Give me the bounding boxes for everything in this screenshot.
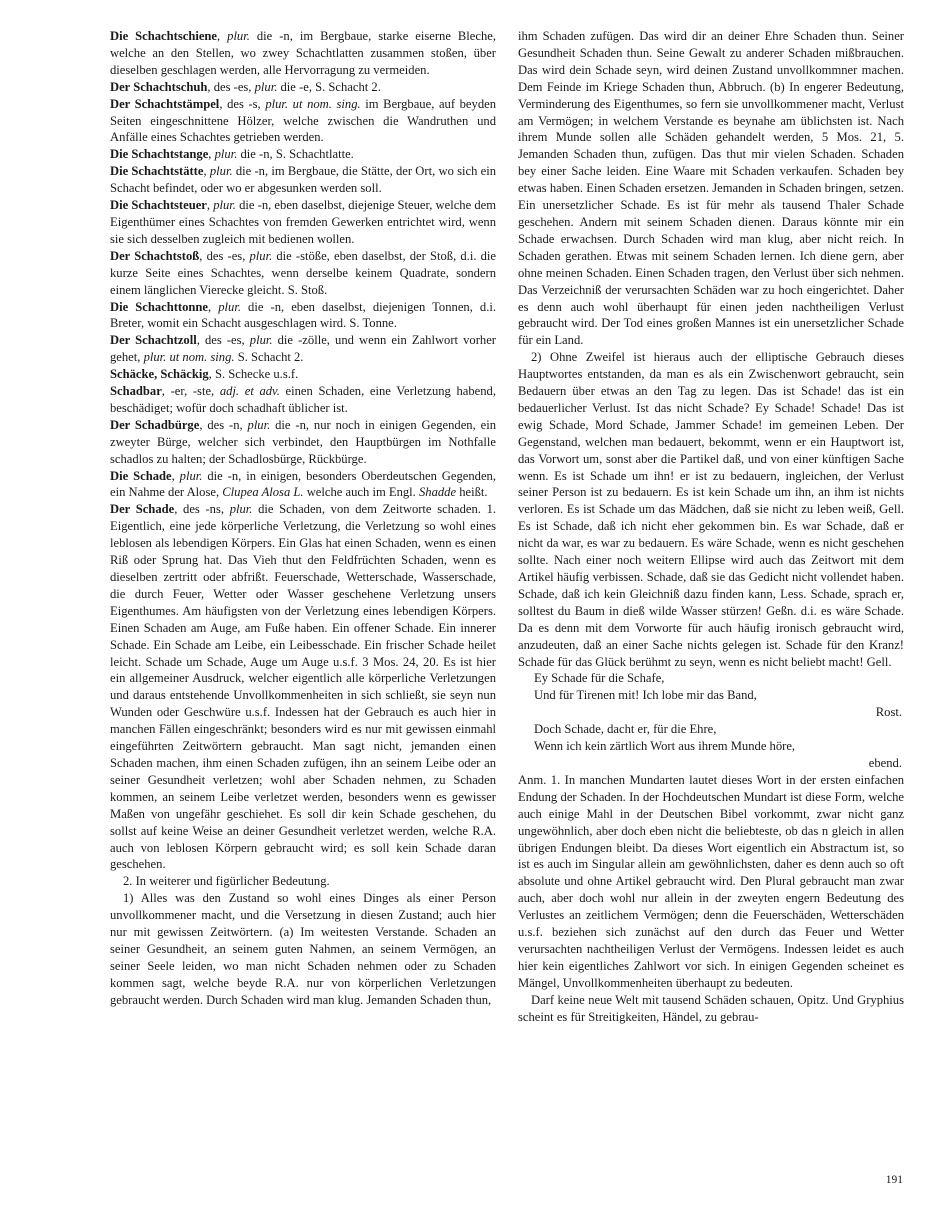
text-run: Und für Tirenen mit! Ich lobe mir das Band, xyxy=(534,688,757,703)
paragraph xyxy=(518,992,904,1026)
italic-text: plur. xyxy=(227,29,250,43)
text-run: einen Schaden, eine Verletzung habend, beschädiget; wofür doch schadhaft üblicher ist. xyxy=(110,384,496,415)
page-number: 191 xyxy=(885,1174,903,1186)
text-run: Ey Schade für die Schafe, xyxy=(534,671,665,686)
text-run: , xyxy=(217,29,228,43)
paragraph xyxy=(110,873,496,890)
text-run: heißt. xyxy=(456,485,488,500)
dictionary-entry xyxy=(110,79,496,96)
dictionary-entry xyxy=(110,366,496,383)
dictionary-entry xyxy=(110,146,496,163)
italic-text: plur. xyxy=(249,248,273,263)
paragraph xyxy=(518,772,904,992)
italic-text: Clupea Alosa L. xyxy=(222,485,304,500)
headword: Die Schade xyxy=(110,468,172,483)
text-run: 2. In weiterer und figürlicher Bedeutung. xyxy=(123,874,330,889)
headword: Der Schachtstoß xyxy=(110,248,200,263)
text-run: welche auch im Engl. xyxy=(303,485,419,500)
dictionary-entry xyxy=(110,163,496,197)
text-run: , des -es, xyxy=(196,333,250,348)
dictionary-entry xyxy=(110,299,496,333)
text-run: , des -es, xyxy=(207,79,255,94)
text-run: , S. Schecke u.s.f. xyxy=(208,367,299,382)
text-run: die -n, eben daselbst, diejenige Steuer, welche dem Eigenthümer eines Schachtes von fremden Gewerken entrichtet wird, wenn sie sich desselben zugleich mit bedienen wollen. xyxy=(110,198,497,246)
text-run: die -n, nur noch in einigen Gegenden, ein zweyter Bürge, welcher sich verbindet, den Hauptbürgen im Nothfalle schadlos zu halten; der Schadlosbürge, Rückbürge. xyxy=(110,417,496,466)
text-run: , des -s, xyxy=(219,96,266,111)
text-run: im Bergbaue, auf beyden Seiten eingeschnittene Hölzer, welche zwischen die Wandruthen und Anfälle eines Schachtes getrieben werden. xyxy=(110,96,496,145)
text-run: Darf keine neue Welt mit tausend Schäden schauen, Opitz. Und Gryphius scheint es für Streitigkeiten, Händel, zu gebrau- xyxy=(518,992,904,1024)
text-run: die -n, im Bergbaue, starke eiserne Bleche, welche an den Stellen, wo zwey Schachtlatten zusammen stoßen, über dieselben geschlagen werden, alle Hervorragung zu vermeiden. xyxy=(110,29,496,77)
text-run: 1) Alles was den Zustand so wohl eines Dinges als einer Person unvollkommener macht, und die Versetzung in diesen Zustand; auch hier nur mit gewissen Zeitwörtern. (a) Im weitesten Verstande. Schaden an seiner Gesundheit, an seinem guten Nahmen, an seinem Vermögen, an seiner Seele leiden, wo man nicht Schaden nehmen oder zu Schaden kommen sagt, welche beyde R.A. nur von körperlichen Verletzungen gebraucht werden. Durch Schaden wird man klug. Jemanden Schaden thun, xyxy=(110,891,496,1007)
verse-line xyxy=(518,670,904,687)
dictionary-entry xyxy=(110,96,496,147)
headword: Der Schachtzoll xyxy=(110,333,197,348)
dictionary-entry xyxy=(110,468,496,502)
headword: Der Schadbürge xyxy=(110,417,200,432)
dictionary-entry xyxy=(110,332,496,366)
paragraph xyxy=(518,349,904,670)
text-run: die -e, S. Schacht 2. xyxy=(277,79,381,94)
dictionary-entry xyxy=(110,417,496,468)
italic-text: plur. xyxy=(229,502,253,517)
italic-text: plur. ut nom. sing. xyxy=(143,350,235,365)
text-run: ebend. xyxy=(868,755,902,770)
left-column xyxy=(110,28,496,1009)
headword: Die Schachttonne xyxy=(110,299,209,314)
text-run: die Schaden, von dem Zeitworte schaden. 1. Eigentlich, eine jede körperliche Verletzung, die Verletzung so wohl eines leblosen als lebendigen Körpers. Ein Glas hat einen Schaden, wenn es einen Riß oder Sprung hat. Das Vieh thut den Feldfrüchten Schaden, wenn es dieselben zertritt oder abfrißt. Feuerschade, Wetterschade, Wasserschade, die durch Feuer, Wetter oder Wasser geschehene Verletzung unsers Eigenthumes. Am häufigsten von der Verletzung eines lebendigen Körpers. Einen Schaden am Auge, am Fuße haben. Ein offener Schade. Ein innerer Schade. Ein Schade am Leibe, ein Leibesschade. Ein frischer Schade heilet leicht. Schade um Schade, Auge um Auge u.s.f. 3 Mos. 24, 20. Es ist hier ein allgemeiner Ausdruck, welcher eigentlich alle körperliche Verletzungen und daraus entstehende Unvollkommenheiten in sich schließt, sie seyn nun Wunden oder Geschwüre u.s.f. Indessen hat der Gebrauch es auch hier in manchen Fällen eingeschränkt; besonders wird es nur mit gewissen einmahl eingeführten Zeitwörtern gebraucht. Man sagt nicht, jemanden einen Schaden machen, ihm einen Schaden zufügen, ihn an seinem Leibe oder an seiner Gesundheit verletzen; wohl aber Schaden nehmen, zu Schaden kommen, an seinem Leibe verletzet werden, besonders wenn es gewisser Maßen von ungefähr geschiehet. Es soll dir kein Schade geschehen, du sollst auf keine Weise an deiner Gesundheit verletzet werden, welche R.A. auch von leblosen Körpern gebraucht wird; es soll kein Schade daran geschehen. xyxy=(110,502,497,872)
italic-text: plur. xyxy=(214,147,238,162)
headword: Der Schachtstämpel xyxy=(110,96,220,111)
text-run: Rost. xyxy=(875,705,902,720)
text-run: Wenn ich kein zärtlich Wort aus ihrem Munde höre, xyxy=(534,739,796,754)
headword: Der Schachtschuh xyxy=(110,79,208,94)
citation xyxy=(518,704,904,721)
text-run: Anm. 1. In manchen Mundarten lautet dieses Wort in der ersten einfachen Endung der Schaden. In der Hochdeutschen Mundart ist diese Form, welche auch einige Mahl in der Deutschen Bibel vorkommt, zwar nicht ganz ungewöhnlich, aber doch eben nicht die beliebteste, ob das n gleich in allen übrigen Endungen bleibt. Da dieses Wort eigentlich ein Abstractum ist, so ist es auch im Singular allein am gewöhnlichsten, daher es denn auch so oft absolute und ohne Artikel gebraucht wird. Den Plural gebraucht man zwar auch, aber doch wohl nur allein in der zweyten engern Bedeutung des Verlustes an zeitlichem Vermögen; denn die Feuerschäden, Wetterschäden u.s.f. beziehen sich zunächst auf den durch das Feuer und Wetter verursachten nachtheiligen Verlust der Vermögens. Indessen leidet es auch hier kein eigentliches Zahlwort vor sich. In einigen Gegenden scheinet es Mängel, Unvollkommenheiten überhaupt zu bedeuten. xyxy=(518,772,904,990)
italic-text: plur. xyxy=(254,79,278,94)
italic-text: plur. xyxy=(247,417,271,432)
text-run: die -n, S. Schachtlatte. xyxy=(237,147,354,162)
verse-line xyxy=(518,687,904,704)
headword: Die Schachtschiene xyxy=(110,29,218,43)
headword: Die Schachtstange xyxy=(110,147,209,162)
text-run: ihm Schaden zufügen. Das wird dir an deiner Ehre Schaden thun. Seiner Gesundheit Schaden thun. Seine Gewalt zu anderer Schaden mißbrauchen. Das wird dein Schade seyn, wird deinen Zustand unvollkommner machen. Dem Feinde im Kriege Schaden thun, Abbruch. (b) In engerer Bedeutung, Verminderung des Eigenthumes, so fern sie unvollkommener macht, Verlust am Vermögen; in welchem Verstande es beynahe am üblichsten ist. Nach ihrem Munde sollen alle Schäden gehandelt werden, 5 Mos. 21, 5. Jemanden Schaden thun, zufügen. Das thut mir vielen Schaden. Schaden bey einer Sache leiden. Eine Waare mit Schaden verkaufen. Schaden bey etwas haben. Einen Schaden ersetzen. Jemanden in Schaden bringen, setzen. Ein unersetzlicher Schade. Es ist für mehr als tausend Thaler Schade geschehen. Andern mit seinem Schaden dienen. Daraus könnte mir ein Schade erwachsen. Durch Schaden wird man klug, aber nicht reich. In Schaden gerathen. Etwas mit seinem Schaden lernen. Ich diene gern, aber ohne meinen Schaden. Einen Schaden tragen, den Verlust über sich nehmen. Das Verzeichniß der verursachten Schäden war zu hoch eingerichtet. Daher es denn auch wohl überhaupt für einen jeden nachtheiligen Verlust gebraucht wird. Der Tod eines großen Mannes ist ein unersetzlicher Schade für ein Land. xyxy=(518,29,904,348)
text-run: , -er, -ste, xyxy=(161,384,220,399)
headword: Schadbar xyxy=(110,384,162,399)
verse-line xyxy=(518,738,904,755)
text-run: die -zölle, und wenn ein Zahlwort vorher gehet, xyxy=(110,333,496,365)
text-run: , des -ns, xyxy=(174,502,230,517)
dictionary-entry xyxy=(110,501,496,873)
italic-text: plur. xyxy=(209,164,233,179)
italic-text: plur. ut nom. sing. xyxy=(265,96,361,111)
text-run: die -n, in einigen, besonders Oberdeutschen Gegenden, ein Nahme der Alose, xyxy=(110,468,497,500)
text-run: S. Schacht 2. xyxy=(234,350,304,365)
headword: Der Schade xyxy=(110,502,175,517)
paragraph xyxy=(110,890,496,1008)
dictionary-entry xyxy=(110,197,496,248)
text-run: die -n, eben daselbst, diejenigen Tonnen, d.i. Breter, womit ein Schacht ausgeschlagen wird. S. Tonne. xyxy=(110,299,497,331)
text-run: Doch Schade, dacht er, für die Ehre, xyxy=(534,722,717,737)
headword: Die Schachtstätte xyxy=(110,164,204,179)
text-run: , xyxy=(208,299,219,314)
text-run: die -n, im Bergbaue, die Stätte, der Ort, wo sich ein Schacht befindet, oder wo er abgesunken werden soll. xyxy=(110,164,497,196)
text-run: , xyxy=(203,164,210,179)
italic-text: Shadde xyxy=(418,485,457,500)
dictionary-entry xyxy=(110,28,496,79)
dictionary-entry xyxy=(110,248,496,299)
italic-text: plur. xyxy=(249,333,273,348)
headword: Schäcke, Schäckig xyxy=(110,367,209,382)
italic-text: plur. xyxy=(218,299,241,314)
italic-text: plur. xyxy=(213,198,236,213)
paragraph xyxy=(518,28,904,349)
verse-line xyxy=(518,721,904,738)
italic-text: adj. et adv. xyxy=(219,384,280,399)
italic-text: plur. xyxy=(179,468,203,483)
text-run: , des -es, xyxy=(199,248,250,263)
citation xyxy=(518,755,904,772)
text-run: , xyxy=(171,468,180,483)
text-run: die -stöße, eben daselbst, der Stoß, d.i. die kurze Seite eines Schachtes, wenn derselbe keinem Quadrate, sondern einem länglichen Vierecke gleicht. S. Stoß. xyxy=(110,248,496,297)
right-column xyxy=(518,28,904,1025)
text-run: 2) Ohne Zweifel ist hieraus auch der elliptische Gebrauch dieses Hauptwortes entstanden, da man es als ein Zwischenwort gebraucht, sein Bedauern über etwas an den Tag zu legen. Das ist Schade! das ist ein bedauerlicher Verlust. Ist das nicht Schade? Ey Schade! Schade! Das ist ewig Schade, Mord Schade, Jammer Schade! im gemeinen Leben. Der Gegenstand, welchen man bedauert, bekommt, wenn er ein Hauptwort ist, das Vorwort um, sonst aber die Partikel daß, und von einer künftigen Sache wenn. Es ist Schade um ihn! er ist zu bedauern, ingleichen, der Verlust seiner Person ist zu bedauern. Es ist kein Schade um ihn, an ihm ist nichts verloren. Es ist Schade um das Mädchen, daß sie nicht zu leben weiß, Gell. Es ist Schade, daß ich nicht eher gekommen bin. Es war Schade, daß er nicht da war, es war zu bedauern. Es wäre Schade, wenn es nicht geschehen sollte. Nach einer noch weitern Ellipse wird auch das Zeitwort mit dem Artikel häufig verbissen. Schade, daß sie das Gedicht nicht vollendet haben. Schade, daß ich kein Gleichniß dazu finden kann, Less. Schade, sprach er, solltest du Baum in dieß wilde Wasser stürzen! Geßn. d.i. es wäre Schade. Da es denn mit dem Vorworte für auch häufig ironisch gebraucht wird, anzudeuten, daß an einer Sache nichts gelegen ist. Schade für den Kranz! Schade für das Glück berühmt zu seyn, wenn es nicht beliebt macht! Gell. xyxy=(518,350,904,669)
text-run: , xyxy=(206,198,214,213)
text-run: , xyxy=(208,147,215,162)
text-run: , des -n, xyxy=(199,417,248,432)
dictionary-entry xyxy=(110,383,496,417)
headword: Die Schachtsteuer xyxy=(110,198,207,213)
